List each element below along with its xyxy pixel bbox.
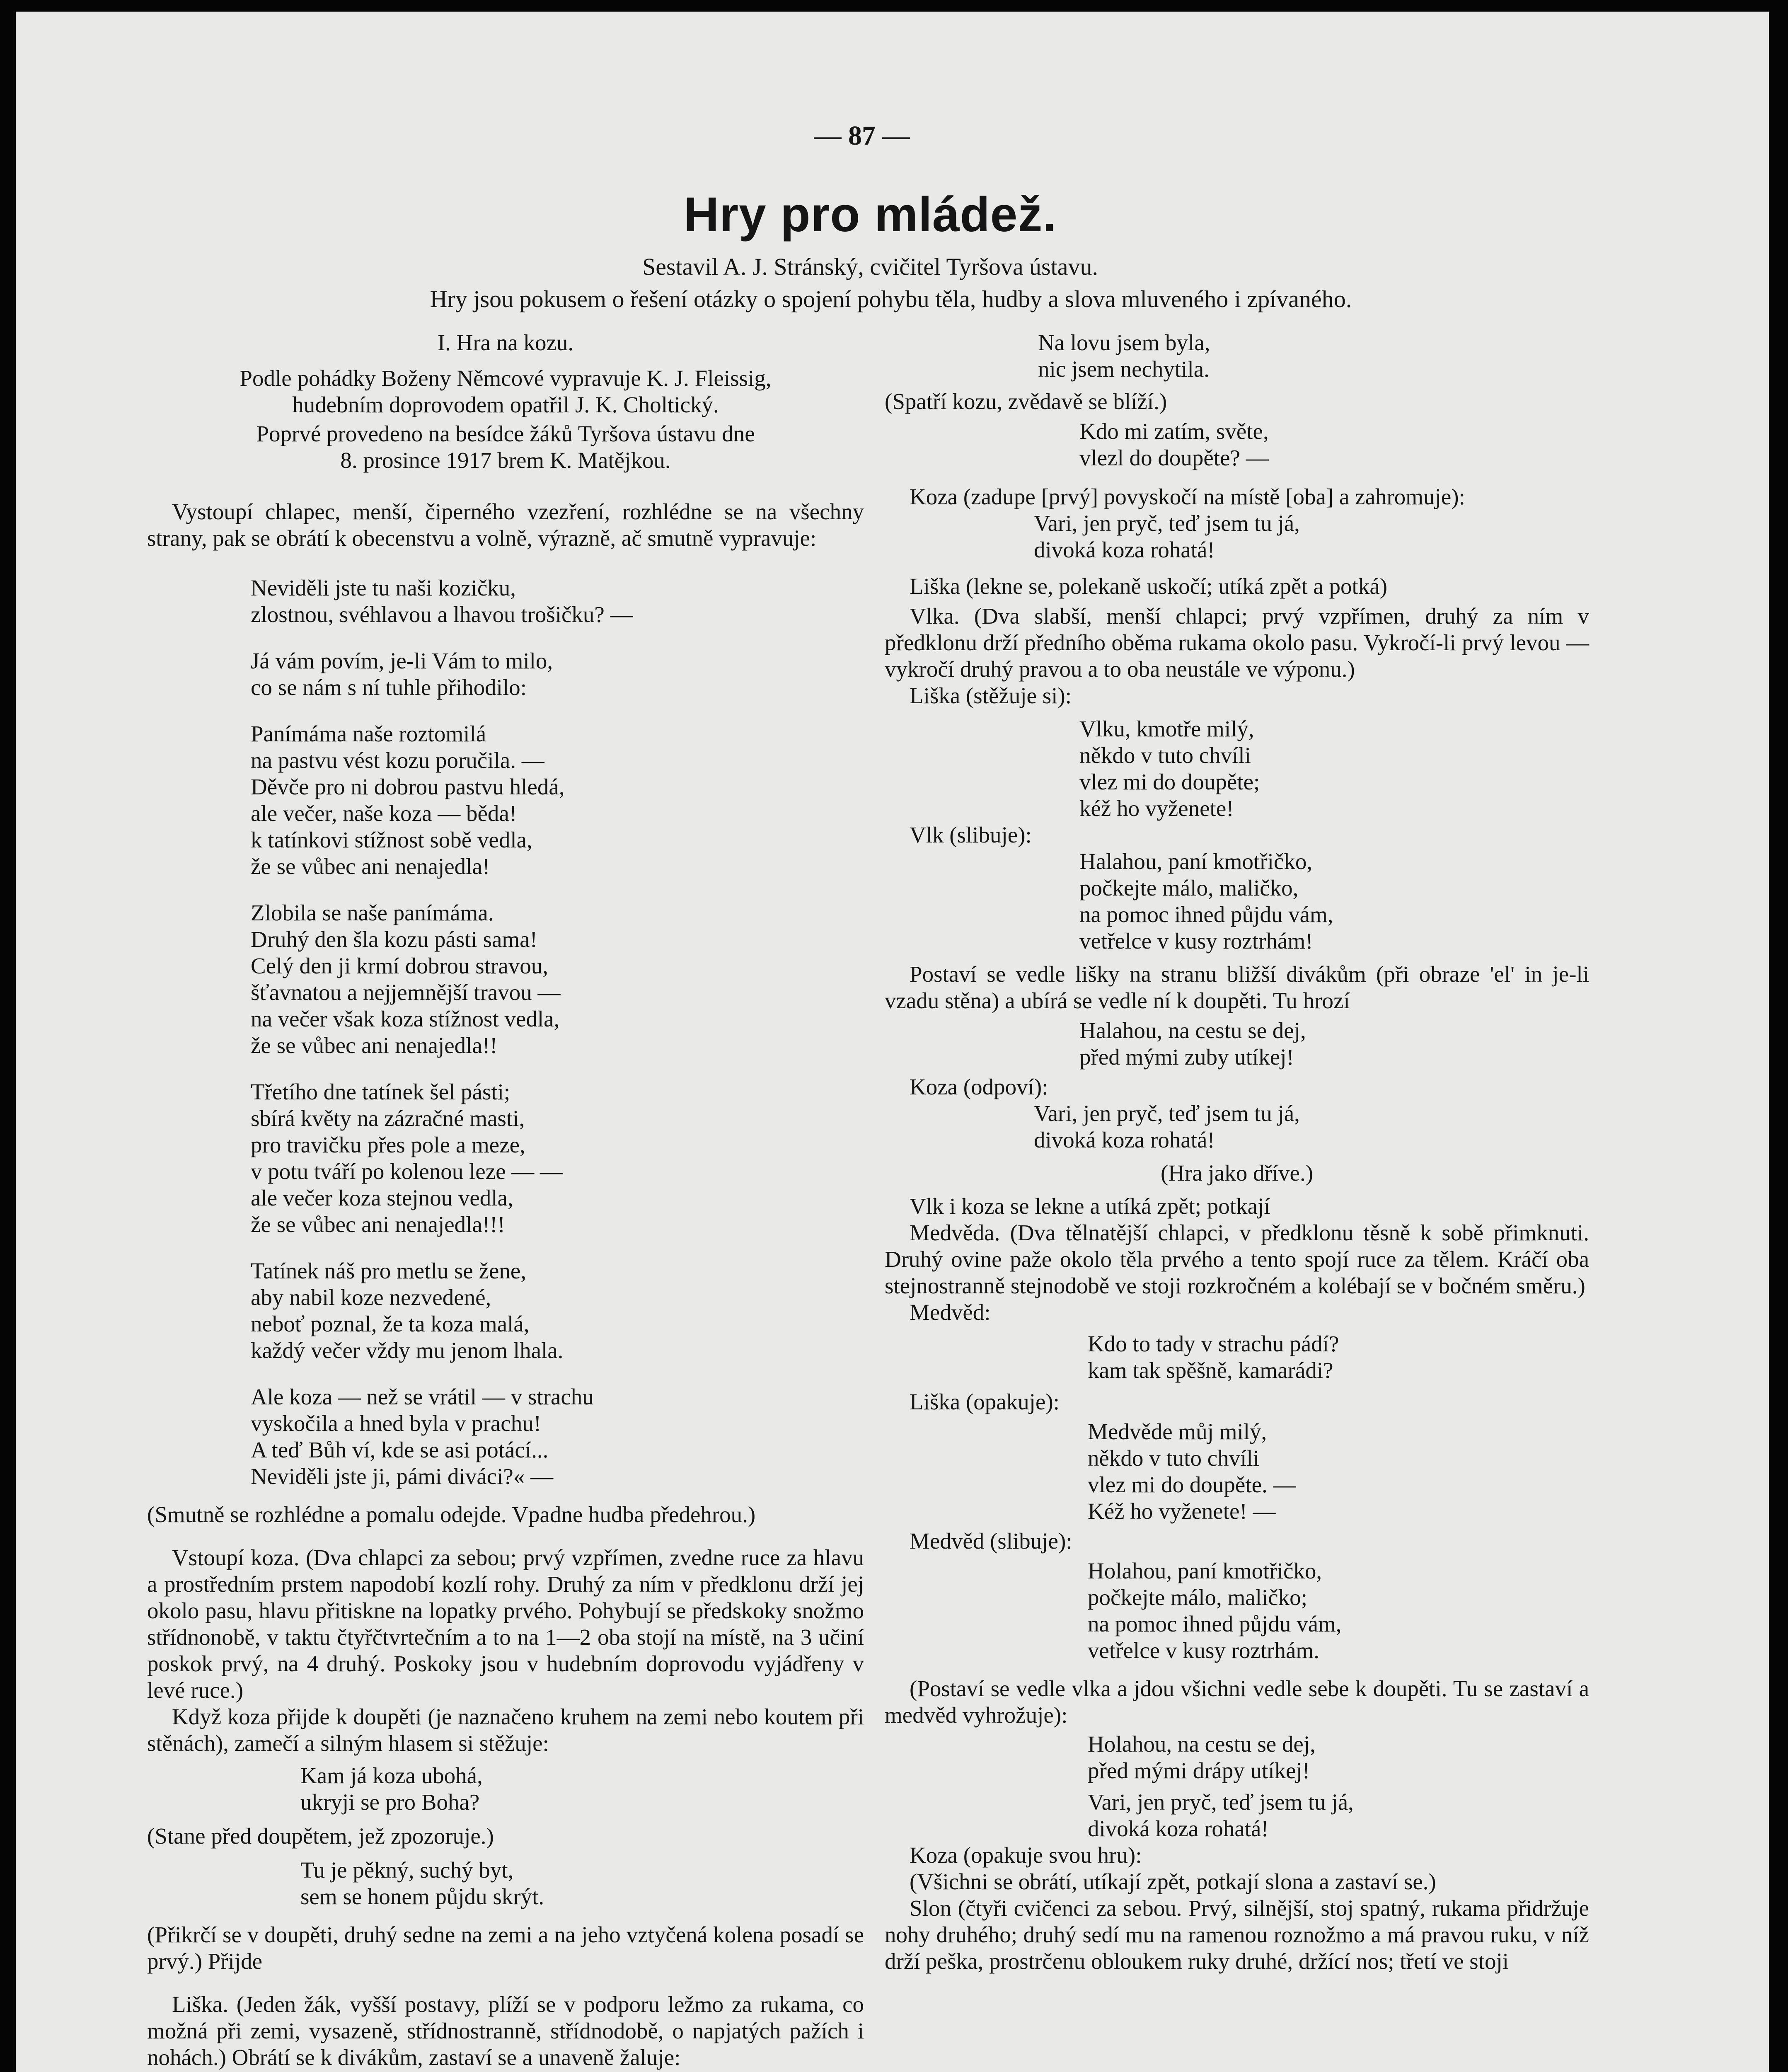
verse-line: někdo v tuto chvíli <box>1079 743 1251 768</box>
speaker-liska: Liška (opakuje): <box>910 1389 1060 1414</box>
verse-block <box>300 1857 864 1910</box>
verse-line: Kéž ho vyženete! — <box>1088 1498 1276 1524</box>
author-credit: Sestavil A. J. Stránský, cvičitel Tyršova ústavu. <box>642 253 1098 280</box>
speaker-koza: Koza (opakuje svou hru): <box>910 1842 1142 1868</box>
verse-line: před mými drápy utíkej! <box>1088 1758 1310 1783</box>
verse-line: Druhý den šla kozu pásti sama! <box>251 927 537 952</box>
verse-line: před mými zuby utíkej! <box>1079 1044 1294 1070</box>
verse-line: zlostnou, svéhlavou a lhavou trošičku? — <box>251 602 633 627</box>
verse-line: Holahou, paní kmotřičko, <box>1088 1558 1322 1583</box>
scan-border-right <box>1769 0 1788 2072</box>
verse-line: Vari, jen pryč, teď jsem tu já, <box>1034 511 1300 536</box>
verse-line: kam tak spěšně, kamarádi? <box>1088 1358 1333 1383</box>
verse-block <box>1034 1100 1589 1153</box>
right-column <box>885 329 1589 1975</box>
stage-direction: (Stane před doupětem, jež zpozoruje.) <box>147 1823 494 1849</box>
verse-block <box>1034 510 1589 563</box>
verse-line: na pomoc ihned půjdu vám, <box>1079 902 1333 927</box>
verse-line: někdo v tuto chvíli <box>1088 1445 1259 1471</box>
verse-line: Zlobila se naše panímáma. <box>251 900 494 925</box>
verse-line: Ale koza — než se vrátil — v strachu <box>251 1384 594 1409</box>
speaker-liska: Liška (lekne se, polekaně uskočí; utíká zpět a potká) <box>910 574 1388 599</box>
speaker-medved: Medvěd (slibuje): <box>910 1528 1072 1554</box>
info-line: Podle pohádky Boženy Němcové vypravuje K. J. Fleissig, <box>240 366 772 391</box>
verse-line: Neviděli jste tu naši kozičku, <box>251 575 516 600</box>
verse-line: ukryji se pro Boha? <box>300 1789 480 1815</box>
verse-line: divoká koza rohatá! <box>1088 1816 1269 1841</box>
verse-line: pro travičku přes pole a meze, <box>251 1132 525 1157</box>
stanza <box>251 1258 864 1364</box>
verse-line: vlez mi do doupěte. — <box>1088 1472 1296 1497</box>
verse-line: že se vůbec ani nenajedla!! <box>251 1033 498 1058</box>
verse-line: sbírá květy na zázračné masti, <box>251 1106 525 1131</box>
paragraph-vlk: Vlka. (Dva slabší, menší chlapci; prvý vzpřímen, druhý za ním v předklonu drží předního oběma rukama okolo pasu. Vykročí-li prvý levou — vykročí druhý pravou a to oba neustále ve výponu.) <box>885 603 1589 682</box>
speaker-liska: Liška (stěžuje si): <box>910 683 1072 708</box>
page-title: Hry pro mládež. <box>683 187 1057 242</box>
stage-direction: (Všichni se obrátí, utíkají zpět, potkají slona a zastaví se.) <box>910 1869 1436 1894</box>
verse-line: Halahou, paní kmotřičko, <box>1079 849 1313 874</box>
verse-line: co se nám s ní tuhle přihodilo: <box>251 675 527 700</box>
verse-line: Děvče pro ni dobrou pastvu hledá, <box>251 774 565 799</box>
verse-line: k tatínkovi stížnost sobě vedla, <box>251 827 532 852</box>
verse-line: Tatínek náš pro metlu se žene, <box>251 1258 527 1283</box>
verse-line: Celý den ji krmí dobrou stravou, <box>251 953 548 978</box>
verse-line: divoká koza rohatá! <box>1034 537 1215 562</box>
stage-direction: (Spatří kozu, zvědavě se blíží.) <box>885 389 1167 414</box>
verse-line: ale večer koza stejnou vedla, <box>251 1185 513 1210</box>
subtitle: Hry jsou pokusem o řešení otázky o spojení pohybu těla, hudby a slova mluveného i zpívaného. <box>430 286 1352 312</box>
verse-line: ale večer, naše koza — běda! <box>251 801 517 826</box>
scan-border-left <box>0 0 16 2072</box>
verse-line: Já vám povím, je-li Vám to milo, <box>251 648 553 673</box>
stanza <box>251 900 864 1059</box>
verse-line: Vlku, kmotře milý, <box>1079 716 1254 741</box>
verse-block <box>1088 1731 1589 1784</box>
paragraph-koza: Vstoupí koza. (Dva chlapci za sebou; prvý vzpřímen, zvedne ruce za hlavu a prostředním prstem napodobí kozlí rohy. Druhý za ním v předklonu drží jej okolo pasu, hlavu přitiskne na lopatky prvého. Pohybují se předskoky snožmo střídnonobě, v taktu čtyřčtvrtečním a to na 1—2 oba stojí na místě, na 3 učiní poskok prvý, na 4 druhý. Poskoky jsou v hudebním doprovodu vyjádřeny v levé ruce.) <box>147 1545 864 1703</box>
left-column <box>147 329 864 2071</box>
speaker-vlk: Vlk (slibuje): <box>910 822 1032 847</box>
stanza <box>251 575 864 628</box>
verse-line: Třetího dne tatínek šel pásti; <box>251 1079 511 1104</box>
verse-line: počkejte málo, maličko; <box>1088 1585 1307 1610</box>
paragraph-postavi: Postaví se vedle lišky na stranu bližší divákům (při obraze 'el' in je-li vzadu stěna) a ubírá se vedle ní k doupěti. Tu hrozí <box>885 961 1589 1013</box>
stage-direction: (Hra jako dříve.) <box>1160 1160 1314 1186</box>
verse-line: neboť poznal, že ta koza malá, <box>251 1311 530 1336</box>
stanza <box>251 1079 864 1238</box>
scan-border-top <box>0 0 1788 12</box>
verse-line: vyskočila a hned byla v prachu! <box>251 1411 542 1436</box>
paragraph-medved: Medvěda. (Dva tělnatější chlapci, v předklonu těsně k sobě přimknuti. Druhý ovine paže okolo těla prvého a tento spojí ruce za tělem. Kráčí oba stejnostranně stejnodobě ve stoji rozkročném a kolébají se v bočném směru.) <box>885 1220 1589 1298</box>
verse-line: vlez mi do doupěte; <box>1079 769 1260 794</box>
page-number: — 87 — <box>814 121 910 151</box>
stage-direction: (Postaví se vedle vlka a jdou všichni vedle sebe k doupěti. Tu se zastaví a medvěd vyhrožuje): <box>885 1676 1589 1728</box>
verse-line: Kdo to tady v strachu pádí? <box>1088 1331 1339 1356</box>
intro-paragraph: Vystoupí chlapec, menší, čiperného vzezření, rozhlédne se na všechny strany, pak se obrátí k obecenstvu a volně, výrazně, ač smutně vypravuje: <box>147 499 864 551</box>
verse-line: Holahou, na cestu se dej, <box>1088 1731 1316 1757</box>
verse-line: Neviděli jste ji, pámi diváci?« — <box>251 1464 554 1489</box>
info-line: hudebním doprovodem opatřil J. K. Choltický. <box>292 392 719 417</box>
paragraph-vlk-koza: Vlk i koza se lekne a utíká zpět; potkají <box>910 1193 1270 1219</box>
paragraph-koza-doupe: Když koza přijde k doupěti (je naznačeno kruhem na zemi nebo koutem při stěnách), zamečí a silným hlasem si stěžuje: <box>147 1704 864 1756</box>
verse-line: vlezl do doupěte? — <box>1079 445 1269 470</box>
info-line: 8. prosince 1917 brem K. Matějkou. <box>340 448 671 473</box>
verse-line: nic jsem nechytila. <box>1038 356 1210 382</box>
verse-line: počkejte málo, maličko, <box>1079 875 1299 900</box>
stage-direction: (Přikrčí se v doupěti, druhý sedne na zemi a na jeho vztyčená kolena posadí se prvý.) Přijde <box>147 1922 864 1974</box>
stage-direction: (Smutně se rozhlédne a pomalu odejde. Vpadne hudba předehrou.) <box>147 1502 756 1527</box>
verse-line: Vari, jen pryč, teď jsem tu já, <box>1088 1789 1354 1815</box>
info-line: Poprvé provedeno na besídce žáků Tyršova ústavu dne <box>256 421 755 446</box>
verse-line: Halahou, na cestu se dej, <box>1079 1018 1306 1043</box>
verse-line: divoká koza rohatá! <box>1034 1127 1215 1152</box>
verse-line: Medvěde můj milý, <box>1088 1419 1267 1444</box>
stanza <box>251 1384 864 1490</box>
verse-block <box>1088 1331 1589 1384</box>
verse-line: Tu je pěkný, suchý byt, <box>300 1857 514 1883</box>
verse-line: Na lovu jsem byla, <box>1038 330 1210 355</box>
verse-line: Kdo mi zatím, světe, <box>1079 419 1269 444</box>
verse-block <box>1079 716 1589 822</box>
verse-line: sem se honem půjdu skrýt. <box>300 1884 544 1909</box>
verse-block <box>1079 418 1589 471</box>
speaker-medved: Medvěd: <box>910 1300 991 1325</box>
verse-line: Kam já koza ubohá, <box>300 1763 483 1788</box>
verse-line: Panímáma naše roztomilá <box>251 721 486 746</box>
verse-block <box>1079 1017 1589 1070</box>
verse-line: každý večer vždy mu jenom lhala. <box>251 1338 564 1363</box>
section-heading: I. Hra na kozu. <box>437 330 574 355</box>
verse-line: vetřelce v kusy roztrhám. <box>1088 1638 1319 1663</box>
speaker-koza: Koza (odpoví): <box>910 1074 1048 1099</box>
verse-line: šťavnatou a nejjemnější travou — <box>251 980 561 1005</box>
verse-line: že se vůbec ani nenajedla!!! <box>251 1212 505 1237</box>
verse-line: vetřelce v kusy roztrhám! <box>1079 928 1313 954</box>
verse-line: A teď Bůh ví, kde se asi potácí... <box>251 1437 549 1462</box>
paragraph-liska: Liška. (Jeden žák, vyšší postavy, plíží se v podporu ležmo za rukama, co možná při zemi, vysazeně, střídnostranně, střídnodobě, o napjatých pažích i nohách.) Obrátí se k divákům, zastaví se a unaveně žaluje: <box>147 1992 864 2070</box>
verse-line: že se vůbec ani nenajedla! <box>251 854 490 879</box>
verse-line: na pomoc ihned půjdu vám, <box>1088 1611 1342 1636</box>
verse-line: na pastvu vést kozu poručila. — <box>251 748 544 773</box>
verse-block <box>1038 329 1589 382</box>
verse-block <box>1079 848 1589 954</box>
speaker-koza: Koza (zadupe [prvý] povyskočí na místě [oba] a zahromuje): <box>910 484 1465 509</box>
verse-line: na večer však koza stížnost vedla, <box>251 1006 560 1031</box>
paragraph-slon: Slon (čtyři cvičenci za sebou. Prvý, silnější, stoj spatný, rukama přidržuje nohy druhého; druhý sedí mu na ramenou roznožmo a má pravou ruku, v níž drží peška, prostrčenu obloukem ruky druhé, držící nos; třetí ve stoji <box>885 1895 1589 1974</box>
verse-block <box>1088 1418 1589 1525</box>
verse-block <box>300 1762 864 1815</box>
verse-line: aby nabil koze nezvedené, <box>251 1285 491 1310</box>
verse-line: v potu tváří po kolenou leze — — <box>251 1159 563 1184</box>
verse-block <box>1088 1558 1589 1664</box>
verse-line: Vari, jen pryč, teď jsem tu já, <box>1034 1101 1300 1126</box>
stanza <box>251 721 864 880</box>
verse-block <box>1088 1789 1589 1842</box>
stanza <box>251 648 864 701</box>
verse-line: kéž ho vyženete! <box>1079 796 1234 821</box>
